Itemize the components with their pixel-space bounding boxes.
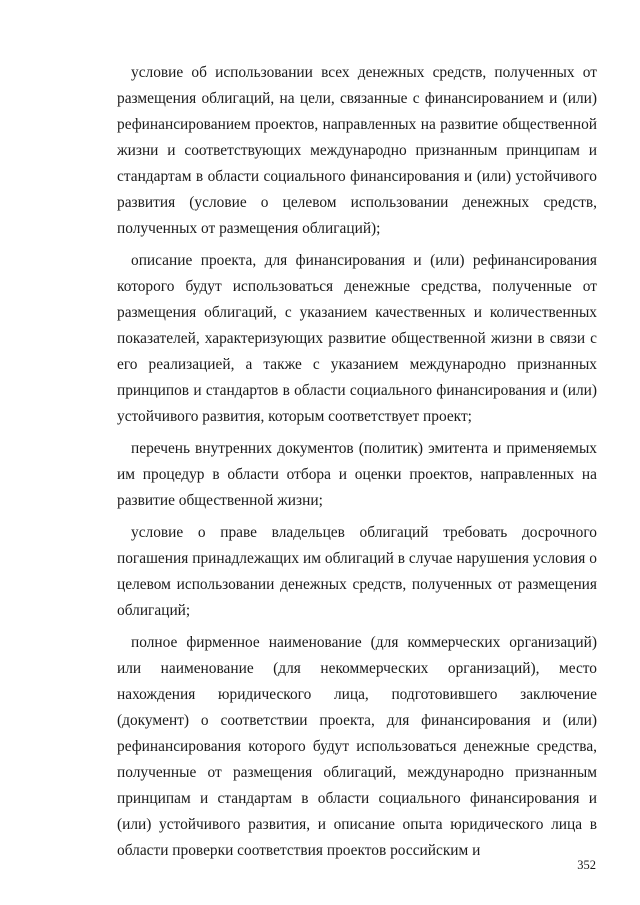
paragraph-verifier-name: полное фирменное наименование (для коммерческих организаций) или наименование (для некоммерческих организаций), место нахождения юридического лица, подготовившего заключение (документ) о соответствии проекта, для финансирования и (или) рефинансирования которого будут использоваться денежные средства, полученные от размещения облигаций, международно признанным принципам и стандартам в области социального финансирования и (или) устойчивого развития, и описание опыта юридического лица в области проверки соответствия проектов российским и [117,634,597,859]
paragraph-internal-documents: перечень внутренних документов (политик) эмитента и применяемых им процедур в области отбора и оценки проектов, направленных на развитие общественной жизни; [117,440,597,509]
paragraph-early-redemption-right: условие о праве владельцев облигаций требовать досрочного погашения принадлежащих им облигаций в случае нарушения условия о целевом использовании денежных средств, полученных от размещения облигаций; [117,524,597,619]
page-number: 352 [577,858,596,872]
paragraph-target-use-condition: условие об использовании всех денежных средств, полученных от размещения облигаций, на цели, связанные с финансированием и (или) рефинансированием проектов, направленных на развитие общественной жизни и соответствующих международно признанным принципам и стандартам в области социального финансирования и (или) устойчивого развития (условие о целевом использовании денежных средств, полученных от размещения облигаций); [117,64,597,237]
paragraph-project-description: описание проекта, для финансирования и (или) рефинансирования которого будут использоваться денежные средства, полученные от размещения облигаций, с указанием качественных и количественных показателей, характеризующих развитие общественной жизни в связи с его реализацией, а также с указанием международно признанных принципов и стандартов в области социального финансирования и (или) устойчивого развития, которым соответствует проект; [117,252,597,425]
document-body [117,60,597,870]
